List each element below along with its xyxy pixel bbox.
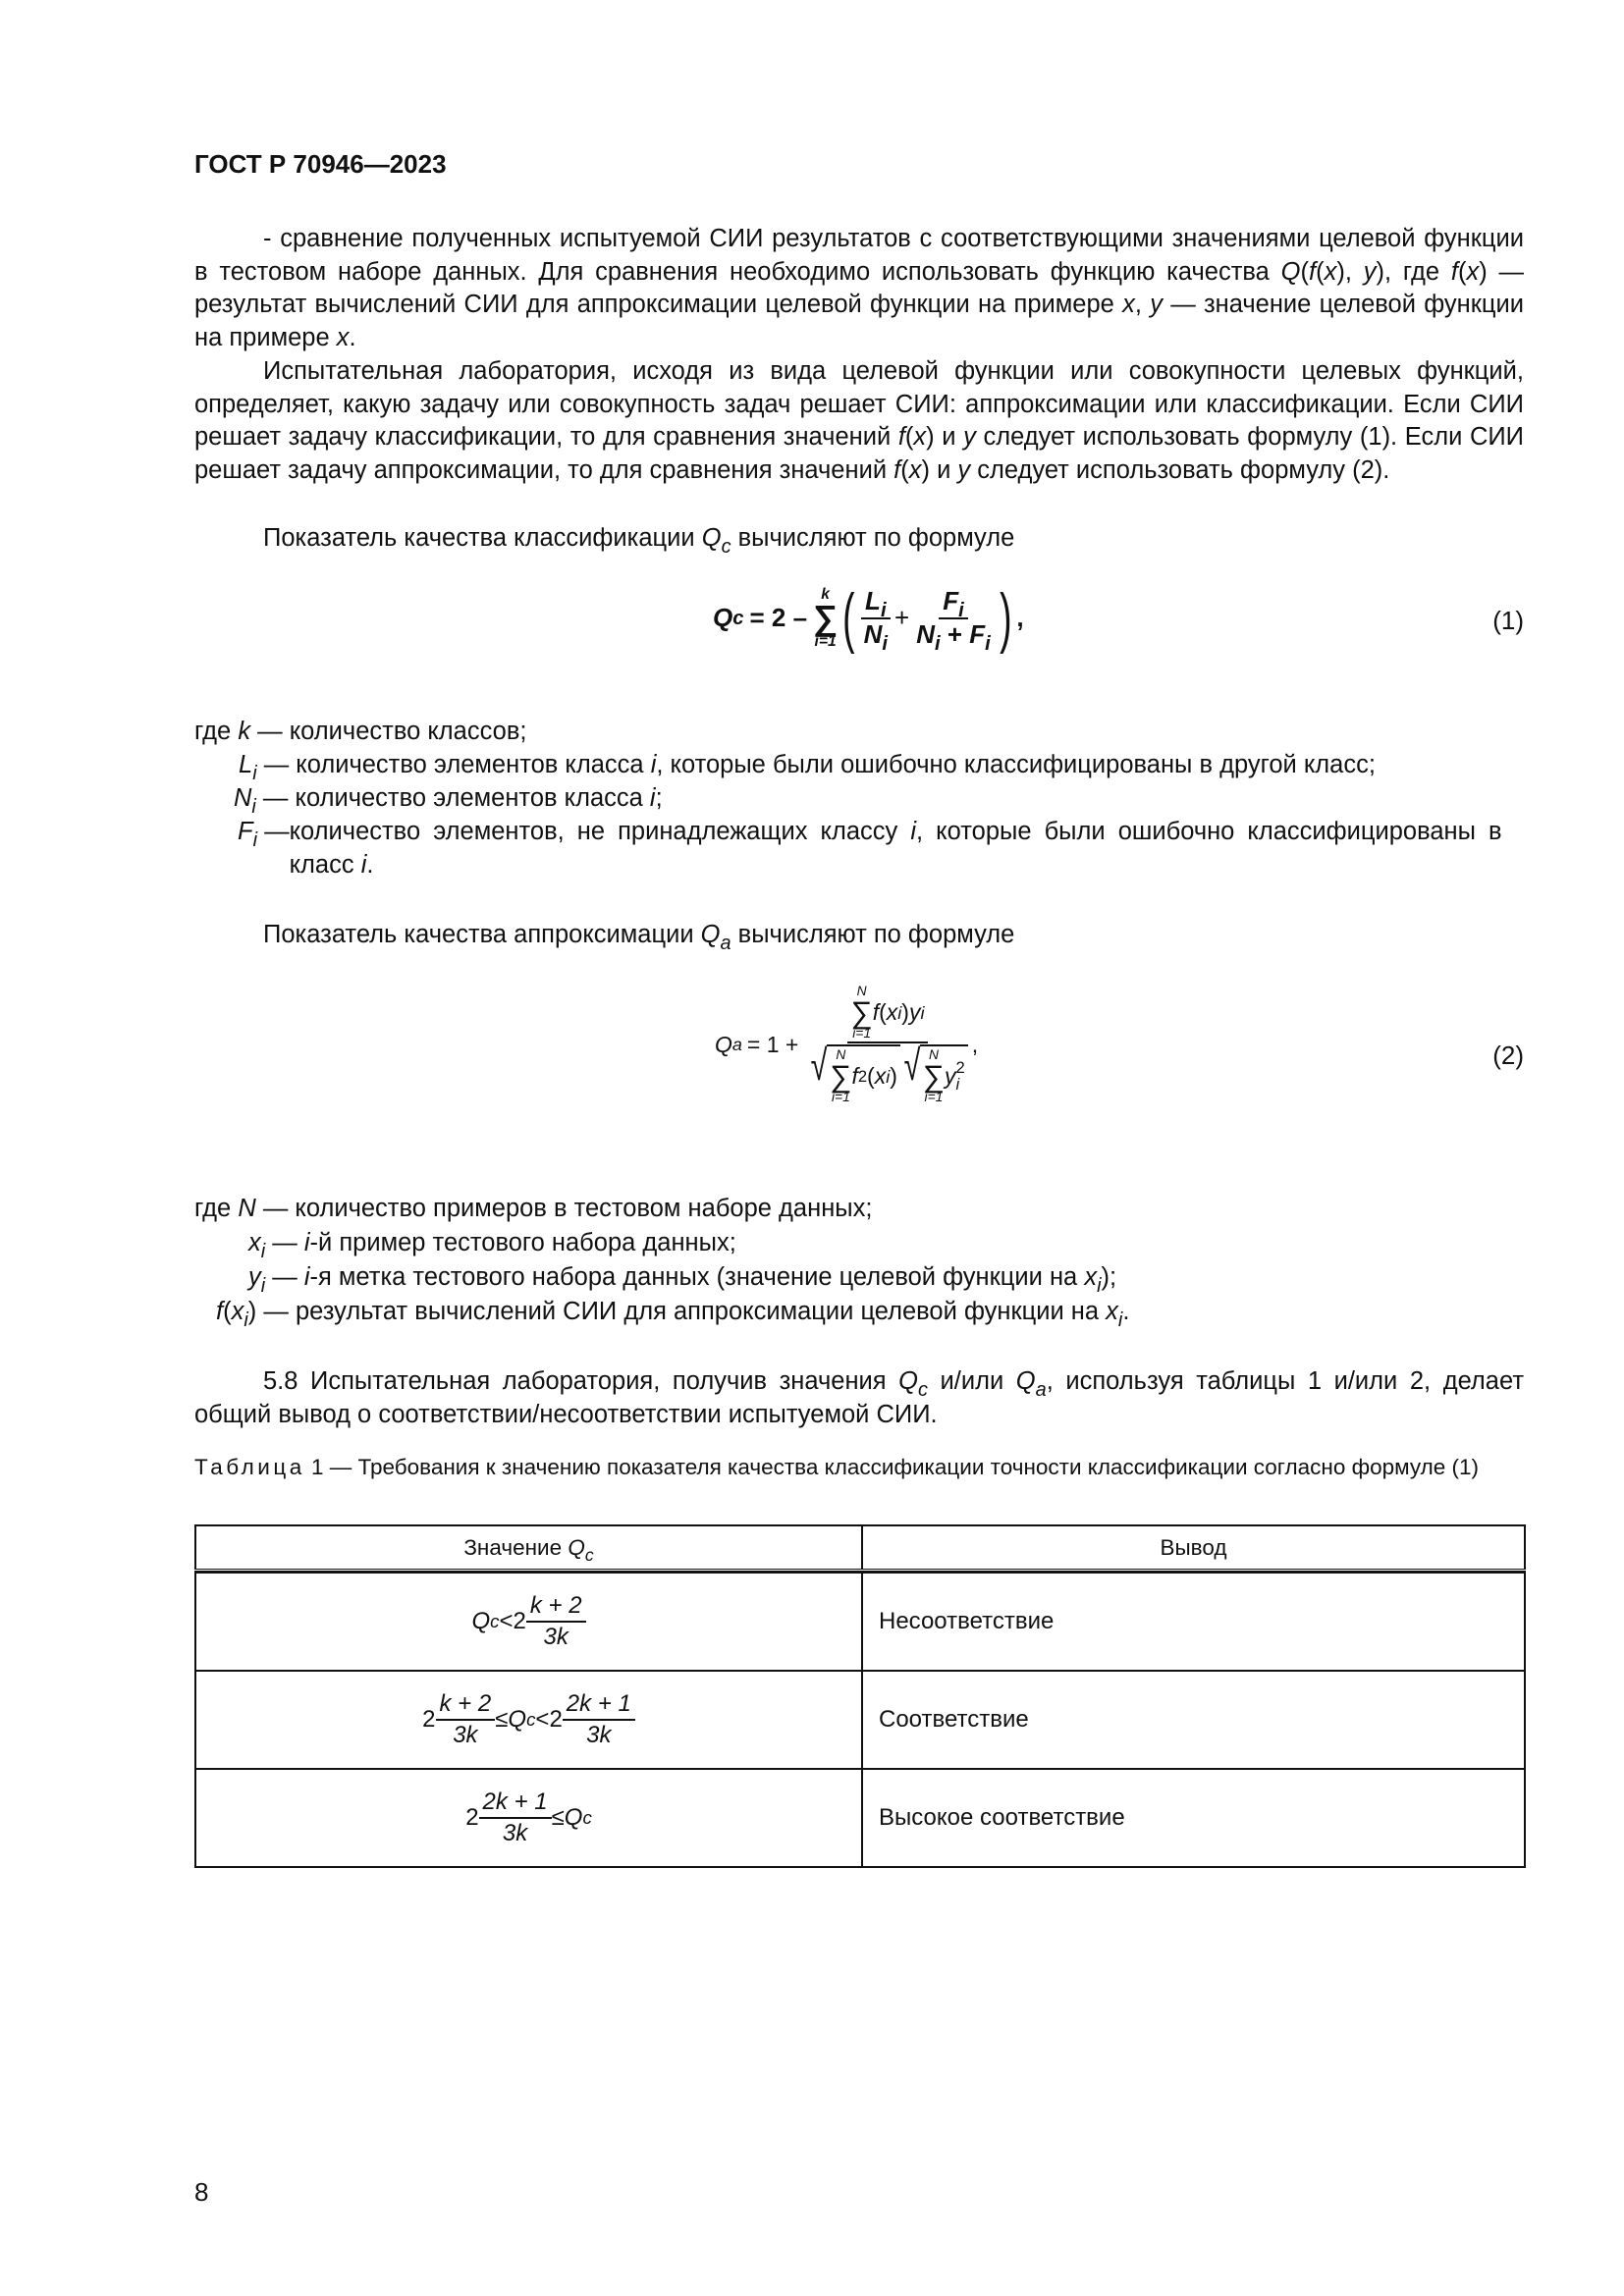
def-fxi: $f(x_i)$ — результат вычислений СИИ для аппроксимации целевой функции на $x_i$. [216, 1298, 1130, 1331]
formula-1: Q c = 2 – k ∑ i=1 ( $L_i$ $N_i$ + $\frac{F_i}{N_i + F_i}$ ) , [713, 581, 1024, 655]
paragraph-comparison: - сравнение полученных испытуемой СИИ результатов с соответствующими значениями целевой функции в тестовом наборе данных. Для сравнения необходимо использовать функцию качества Q(f(x), y), где f(x) — результат вычислений СИИ для аппроксимации целевой функции на примере x, y — значение целевой функции на примере x. [194, 225, 1525, 351]
verdict-cell: Высокое соответствие [862, 1769, 1525, 1867]
paragraph-5-8: 5.8 Испытательная лаборатория, получив значения $Q_c$ и/или $Q_a$, используя таблицы 1 и/или 2, делает общий вывод о соответствии/несоответствии испытуемой СИИ. [194, 1367, 1524, 1428]
paragraph-qa-intro: Показатель качества аппроксимации $Q_a$ вычисляют по формуле [263, 921, 1015, 954]
verdict-cell: Соответствие [862, 1671, 1525, 1769]
table-row [195, 1769, 1525, 1867]
requirements-table [194, 1524, 1526, 1868]
page-number: 8 [194, 2177, 209, 2207]
fraction-l-over-n: $L_i$ $N_i$ [860, 587, 892, 650]
column-header-verdict: Вывод [862, 1525, 1525, 1571]
paragraph-qc-intro: Показатель качества классификации $Q_c$ вычисляют по формуле [263, 524, 1015, 558]
def-fi: $F_i$ — количество элементов, не принадлежащих классу i, которые были ошибочно классифицированы в класс i. [238, 818, 1502, 879]
table-row [195, 1671, 1525, 1769]
table-caption: Таблица 1 — Требования к значению показателя качества классификации точности классификации согласно формуле (1) [194, 1455, 1479, 1479]
table-row [195, 1573, 1525, 1671]
condition-cell: Q c < 2 k + 2 3k [195, 1573, 862, 1671]
column-header-value: Значение $Q_c$ [195, 1525, 862, 1571]
condition-cell: 2 $\frac{2k + 1}{3k}$ ≤ Q c [195, 1769, 862, 1867]
paragraph-task-type: Испытательная лаборатория, исходя из вида целевой функции или совокупности целевых функций, определяет, какую задачу или совокупность задач решает СИИ: аппроксимации или классификации. Если СИИ решает задачу классификации, то для сравнения значений f(x) и y следует использовать формулу (1). Если СИИ решает задачу аппроксимации, то для сравнения значений f(x) и y следует использовать формулу (2). [194, 357, 1525, 484]
def-xi: $x_i$ — i-й пример тестового набора данных; [248, 1229, 736, 1262]
document-header: ГОСТ Р 70946—2023 [194, 149, 447, 179]
formula-2-number: (2) [1492, 1041, 1524, 1070]
def-ni: $N_i$ — количество элементов класса i; [234, 784, 663, 818]
formula-2-main-fraction: N ∑ i=1 f ( x i ) y i √ N ∑ i=1 f 2 ( x i ) √ N ∑ i=1 y 2 i [803, 985, 971, 1104]
sum-symbol: k ∑ i=1 [813, 585, 839, 651]
def-yi: $y_i$ — i-я метка тестового набора данных (значение целевой функции на $x_i$); [248, 1263, 1117, 1297]
def-li: $L_i$ — количество элементов класса i, которые были ошибочно классифицированы в другой класс; [239, 751, 1376, 784]
formula-2: Q a = 1 + N ∑ i=1 f ( x i ) y i √ N ∑ i=1 f 2 ( x i ) √ N ∑ i=1 y 2 i , [715, 984, 979, 1105]
table-header-row [195, 1525, 1525, 1571]
condition-cell: 2 $\frac{k + 2}{3k}$ ≤ Q c < 2 2k + 1 3k [195, 1671, 862, 1769]
formula-1-number: (1) [1492, 606, 1524, 635]
fraction-f-over-n-plus-f: $\frac{F_i}{N_i + F_i}$ [916, 585, 991, 655]
def-n: где N — количество примеров в тестовом наборе данных; [194, 1195, 873, 1222]
verdict-cell: Несоответствие [862, 1573, 1525, 1671]
def-k: где k — количество классов; [194, 718, 527, 745]
